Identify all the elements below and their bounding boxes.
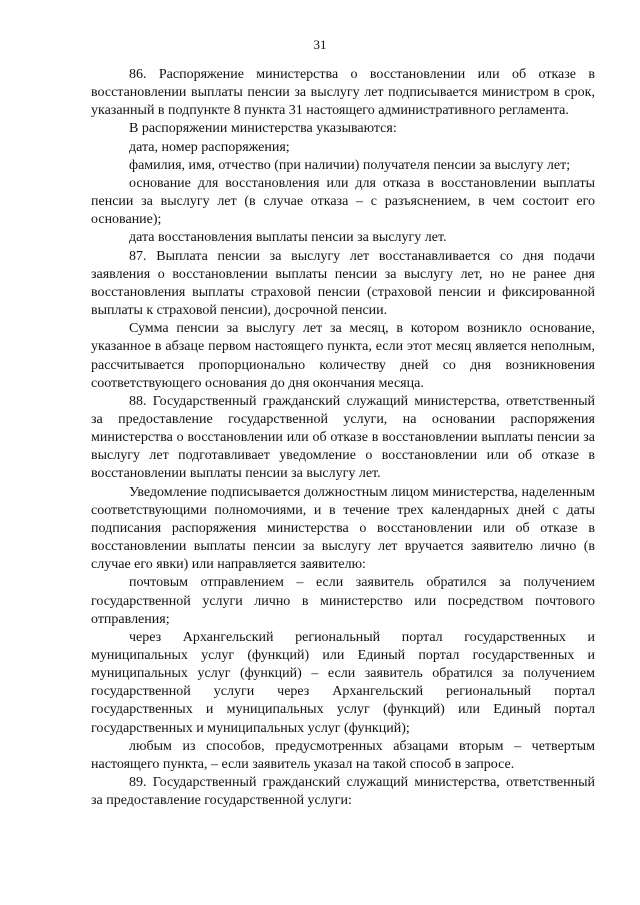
- paragraph-order-contents-intro: В распоряжении министерства указываются:: [129, 121, 397, 137]
- paragraph-portal-delivery: через Архангельский региональный портал государственных и муниципальных услуг (функций) или Единый портал государственных и муниципальных услуг (функций) – если заявитель обратился за получением государственной услуги через Архангельский региональный портал государственных и муниципальных услуг (функций) или Единый портал государственных и муниципальных услуг (функций);: [91, 629, 595, 736]
- paragraph-86: 86. Распоряжение министерства о восстановлении или об отказе в восстановлении выплаты пенсии за выслугу лет подписывается министром в срок, указанный в подпункте 8 пункта 31 настоящего административного регламента.: [91, 67, 595, 119]
- paragraph-88: 88. Государственный гражданский служащий министерства, ответственный за предоставление государственной услуги, на основании распоряжения министерства о восстановлении или об отказе в восстановлении выплаты пенсии за выслугу лет подготавливает уведомление о восстановлении или об отказе в восстановлении выплаты пенсии за выслугу лет.: [91, 393, 595, 482]
- paragraph-89: 89. Государственный гражданский служащий министерства, ответственный за предоставление государственной услуги:: [91, 775, 595, 809]
- page-number: 31: [313, 37, 327, 52]
- paragraph-postal-delivery: почтовым отправлением – если заявитель обратился за получением государственной услуги лично в министерство или посредством почтового отправления;: [91, 575, 595, 627]
- paragraph-notification: Уведомление подписывается должностным лицом министерства, наделенным соответствующими полномочиями, и в течение трех календарных дней с даты подписания распоряжения министерства о восстановлении или об отказе в восстановлении выплаты пенсии за выслугу лет вручается заявителю лично (в случае его явки) или направляется заявителю:: [91, 484, 595, 573]
- paragraph-pension-amount: Сумма пенсии за выслугу лет за месяц, в котором возникло основание, указанное в абзаце первом настоящего пункта, если этот месяц является неполным, рассчитывается пропорционально количеству дней со дня возникновения соответствующего основания до дня окончания месяца.: [91, 321, 595, 391]
- document-body: [91, 66, 595, 810]
- paragraph-any-method: любым из способов, предусмотренных абзацами вторым – четвертым настоящего пункта, – если заявитель указал на такой способ в запросе.: [91, 738, 595, 772]
- paragraph-date-number: дата, номер распоряжения;: [129, 139, 290, 155]
- paragraph-87: 87. Выплата пенсии за выслугу лет восстанавливается со дня подачи заявления о восстановлении выплаты пенсии за выслугу лет, но не ранее дня восстановления выплаты страховой пенсии (страховой пенсии и фиксированной выплаты к страховой пенсии), досрочной пенсии.: [91, 248, 595, 319]
- paragraph-recipient-name: фамилия, имя, отчество (при наличии) получателя пенсии за выслугу лет;: [129, 157, 571, 173]
- paragraph-restoration-date: дата восстановления выплаты пенсии за выслугу лет.: [129, 230, 447, 246]
- paragraph-grounds: основание для восстановления или для отказа в восстановлении выплаты пенсии за выслугу лет (в случае отказа – с разъяснением, в чем состоит его основание);: [91, 175, 595, 228]
